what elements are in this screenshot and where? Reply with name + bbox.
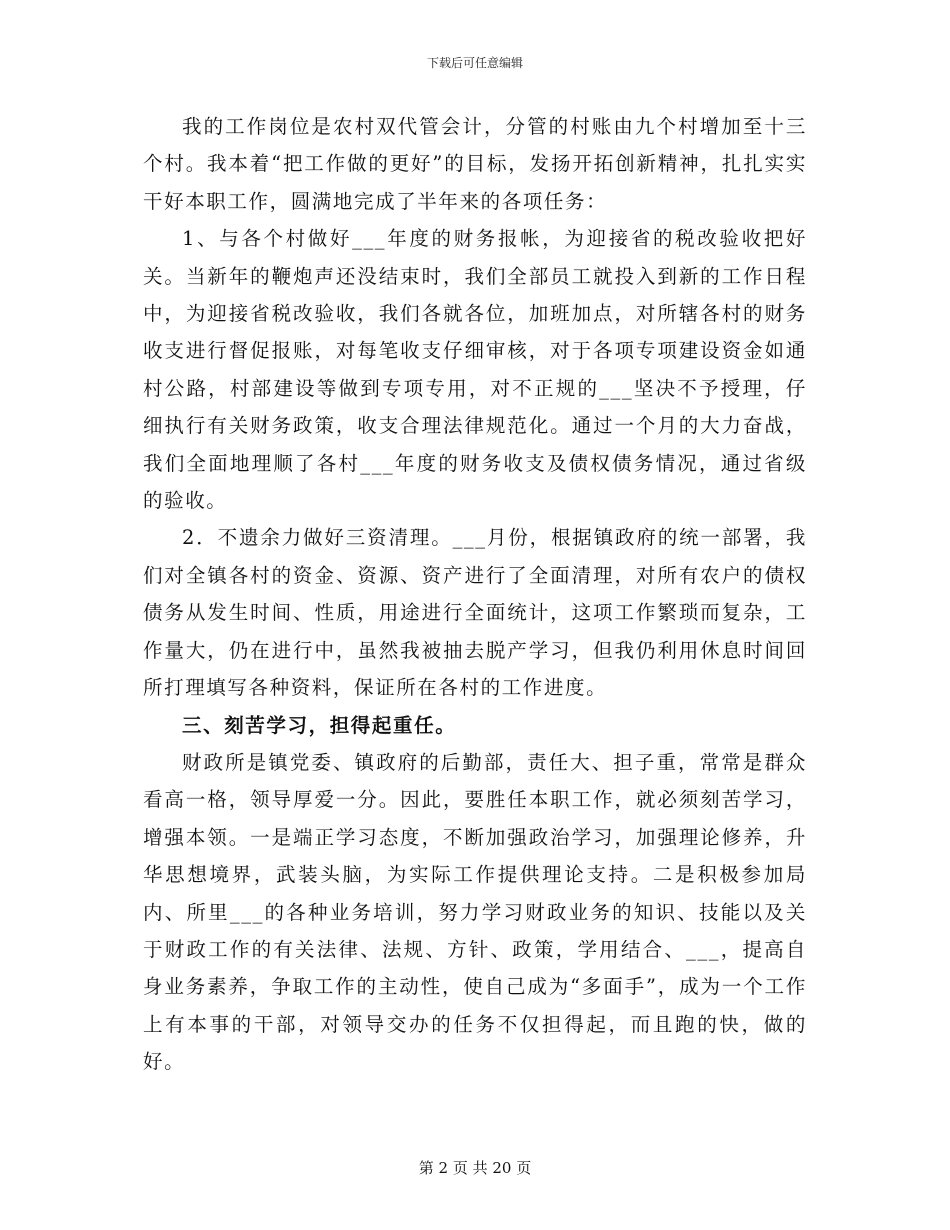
header-note: 下载后可任意编辑 (426, 56, 523, 70)
paragraph-intro: 我的工作岗位是农村双代管会计，分管的村账由九个村增加至十三个村。我本着“把工作做的更好”的目标，发扬开拓创新精神，扎扎实实干好本职工作，圆满地完成了半年来的各项任务： (143, 115, 807, 213)
paragraph-item-2: 2．不遗余力做好三资清理。___月份，根据镇政府的统一部署，我们对全镇各村的资金、资源、资产进行了全面清理，对所有农户的债权债务从发生时间、性质，用途进行全面统计，这项工作繁琐而复杂，工作量大，仍在进行中，虽然我被抽去脱产学习，但我仍利用休息时间回所打理填写各种资料，保证所在各村的工作进度。 (143, 526, 807, 700)
paragraph-study: 财政所是镇党委、镇政府的后勤部，责任大、担子重，常常是群众看高一格，领导厚爱一分。因此，要胜任本职工作，就必须刻苦学习，增强本领。一是端正学习态度，不断加强政治学习，加强理论修养，升华思想境界，武装头脑，为实际工作提供理论支持。二是积极参加局内、所里___的各种业务培训，努力学习财政业务的知识、技能以及关于财政工作的有关法律、法规、方针、政策，学用结合、___，提高自身业务素养，争取工作的主动性，使自己成为“多面手”，成为一个工作上有本事的干部，对领导交办的任务不仅担得起，而且跑的快，做的好。 (143, 750, 807, 1074)
document-body (143, 108, 807, 1081)
section-heading: 三、刻苦学习，担得起重任。 (182, 713, 457, 737)
page-number: 第 2 页 共 20 页 (418, 1159, 532, 1177)
paragraph-item-1: 1、与各个村做好___年度的财务报帐，为迎接省的税改验收把好关。当新年的鞭炮声还没结束时，我们全部员工就投入到新的工作日程中，为迎接省税改验收，我们各就各位，加班加点，对所辖各村的财务收支进行督促报账，对每笔收支仔细审核，对于各项专项建设资金如通村公路，村部建设等做到专项专用，对不正规的___坚决不予授理，仔细执行有关财务政策，收支合理法律规范化。通过一个月的大力奋战，我们全面地理顺了各村___年度的财务收支及债权债务情况，通过省级的验收。 (143, 227, 807, 513)
